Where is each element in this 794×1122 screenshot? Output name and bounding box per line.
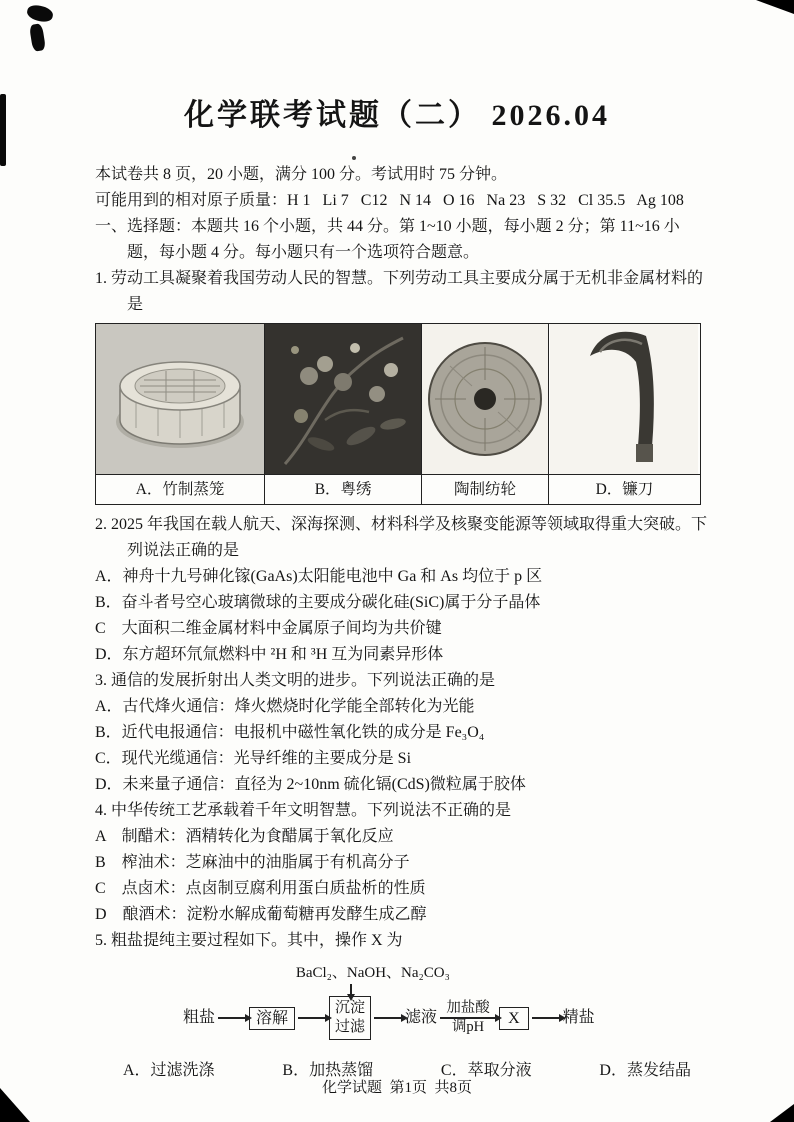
- table-cell-a: [96, 324, 265, 475]
- table-caption-row: [96, 475, 700, 504]
- flow-end-label: 精盐: [562, 1009, 595, 1026]
- scan-mark-top-left-2: [29, 23, 46, 52]
- question-4-option-c: C 点卤术：点卤制豆腐利用蛋白质盐析的性质: [95, 880, 426, 897]
- caption-b: B．粤绣: [265, 475, 422, 504]
- arrow-label-bottom: 调pH: [451, 1018, 485, 1035]
- question-1-text: 1. 劳动工具凝聚着我国劳动人民的智慧。下列劳动工具主要成分属于无机非金属材料的是: [95, 270, 704, 313]
- question-5-option-b: B．加热蒸馏: [282, 1062, 374, 1079]
- question-2-option-a: A．神舟十九号砷化镓(GaAs)太阳能电池中 Ga 和 As 均位于 p 区: [95, 568, 543, 585]
- question-3-option-d: D．未来量子通信：直径为 2~10nm 硫化镉(CdS)微粒属于胶体: [95, 776, 526, 793]
- reagents-label: BaCl₂、NaOH、Na₂CO₃: [295, 965, 450, 981]
- atomic-mass-line: 可能用到的相对原子质量：H 1 Li 7 C12 N 14 O 16 Na 23 S 32 Cl 35.5 Ag 108: [95, 192, 684, 209]
- table-cell-b: [265, 324, 422, 475]
- caption-c: 陶制纺轮: [422, 475, 549, 504]
- arrow-right-icon: [298, 1017, 326, 1019]
- section-instructions: 一、选择题：本题共 16 个小题，共 44 分。第 1~10 小题，每小题 2 分；第 11~16 小题，每小题 4 分。每小题只有一个选项符合题意。: [95, 218, 680, 261]
- question-5-option-c: C．萃取分液: [440, 1062, 532, 1079]
- flow-box-dissolve: 溶解: [249, 1007, 295, 1030]
- question-5-option-a: A．过滤洗涤: [123, 1062, 215, 1079]
- question-5-text: 5. 粗盐提纯主要过程如下。其中，操作 X 为: [95, 932, 403, 949]
- arrow-right-icon: [440, 1017, 496, 1019]
- filtrate-label: 滤液: [405, 1009, 438, 1026]
- flow-box2-line2: 过滤: [335, 1019, 366, 1035]
- bamboo-steamer-photo: [96, 324, 264, 474]
- table-cell-c: [422, 324, 549, 475]
- question-3-text: 3. 通信的发展折射出人类文明的进步。下列说法正确的是: [95, 672, 496, 689]
- question-4-option-b: B 榨油术：芝麻油中的油脂属于有机高分子: [95, 854, 410, 871]
- arrow-right-icon: [374, 1017, 402, 1019]
- caption-d: D．镰刀: [595, 480, 654, 498]
- page-title: 化学联考试题（二） 2026.04: [184, 99, 610, 132]
- embroidery-photo: [265, 324, 421, 474]
- question-2-option-c: C 大面积二维金属材料中金属原子间均为共价键: [95, 620, 442, 637]
- pottery-spinning-wheel-photo: [422, 324, 548, 474]
- question-2-option-d: D．东方超环氘氚燃料中 ²H 和 ³H 互为同素异形体: [95, 646, 444, 663]
- question-4-option-a: A 制醋术：酒精转化为食醋属于氧化反应: [95, 828, 394, 845]
- labeled-arrow: [440, 1000, 496, 1036]
- question-5-option-d: D．蒸发结晶: [599, 1062, 691, 1079]
- q5-flowchart: [183, 965, 707, 1040]
- scan-dot: [352, 156, 356, 160]
- arrow-right-icon: [532, 1017, 560, 1019]
- question-4-text: 4. 中华传统工艺承载着千年文明智慧。下列说法不正确的是: [95, 802, 512, 819]
- flow-box2-line1: 沉淀: [335, 1000, 366, 1016]
- table-image-row: [96, 324, 700, 475]
- flow-box-x: X: [499, 1007, 529, 1030]
- arrow-right-icon: [218, 1017, 246, 1019]
- exam-content: [95, 162, 707, 1084]
- page-footer: 化学试题 第1页 共8页: [321, 1080, 472, 1096]
- arrow-label-top: 加盐酸: [446, 1000, 490, 1017]
- caption-a: A．竹制蒸笼: [96, 475, 265, 504]
- scan-mark-top-right: [756, 0, 794, 14]
- question-3-option-b: B．近代电报通信：电报机中磁性氧化铁的成分是 Fe₃O₄: [95, 724, 485, 741]
- sickle-photo: [550, 324, 698, 474]
- question-2-text: 2. 2025 年我国在载人航天、深海探测、材料科学及核聚变能源等领域取得重大突破。下列说法正确的是: [95, 516, 708, 559]
- flow-start-label: 粗盐: [183, 1009, 216, 1026]
- scan-mark-top-left-1: [26, 3, 55, 24]
- question-3-option-c: C．现代光缆通信：光导纤维的主要成分是 Si: [95, 750, 412, 767]
- arrow-down-icon: [350, 984, 352, 995]
- question-3-option-a: A．古代烽火通信：烽火燃烧时化学能全部转化为光能: [95, 698, 475, 715]
- question-1-table: [95, 323, 701, 505]
- intro-line-1: 本试卷共 8 页，20 小题，满分 100 分。考试用时 75 分钟。: [95, 166, 508, 183]
- scan-mark-bottom-right: [770, 1104, 794, 1122]
- table-cell-d: [549, 324, 700, 475]
- question-2-option-b: B．奋斗者号空心玻璃微球的主要成分碳化硅(SiC)属于分子晶体: [95, 594, 541, 611]
- question-4-option-d: D 酿酒术：淀粉水解成葡萄糖再发酵生成乙醇: [95, 906, 427, 923]
